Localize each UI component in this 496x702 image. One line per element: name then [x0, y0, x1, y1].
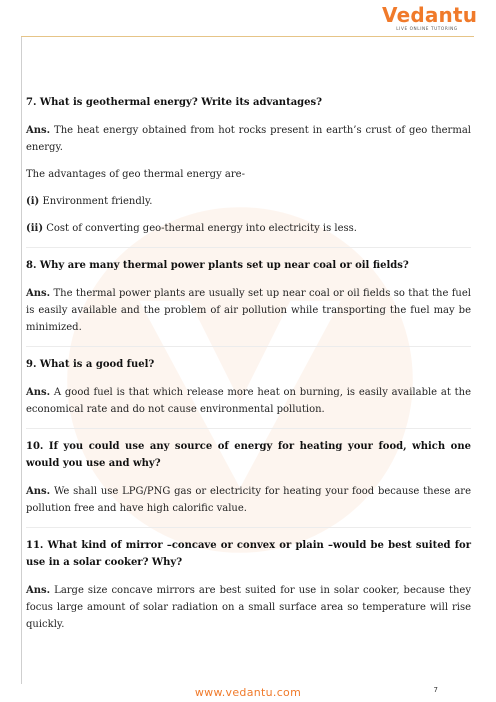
- answer-label: Ans.: [26, 288, 51, 299]
- answer-11: [26, 582, 471, 633]
- answer-text: Large size concave mirrors are best suited for use in solar cooker, because they focus large amount of solar radiation on a small surface area so temperature will rise quickly.: [26, 585, 471, 630]
- answer-7-advantages-intro: [26, 166, 471, 183]
- divider: [26, 527, 471, 528]
- answer-label: Ans.: [26, 387, 51, 398]
- answer-7-point-1: [26, 193, 471, 210]
- answer-7-point-2: [26, 220, 471, 237]
- question-11: 11. What kind of mirror –concave or convex or plain –would be best suited for use in a solar cooker? Why?: [26, 540, 471, 568]
- answer-text: The advantages of geo thermal energy are-: [26, 169, 245, 180]
- page-left-border: [21, 36, 22, 684]
- point-text: Cost of converting geo-thermal energy into electricity is less.: [46, 223, 357, 234]
- answer-text: The thermal power plants are usually set up near coal or oil fields so that the fuel is easily available and the problem of air pollution while transporting the fuel may be minimized.: [26, 288, 471, 333]
- footer-website-link[interactable]: www.vedantu.com: [194, 686, 302, 699]
- question-9: 9. What is a good fuel?: [26, 359, 155, 370]
- answer-label: Ans.: [26, 486, 51, 497]
- answer-text: We shall use LPG/PNG gas or electricity for heating your food because these are pollution free and have high calorific value.: [26, 486, 471, 514]
- point-label: (i): [26, 196, 40, 207]
- answer-7: [26, 122, 471, 156]
- answer-text: The heat energy obtained from hot rocks present in earth’s crust of geo thermal energy.: [26, 125, 471, 153]
- document-content: [26, 94, 471, 643]
- answer-label: Ans.: [26, 125, 51, 136]
- answer-8: [26, 285, 471, 336]
- divider: [26, 428, 471, 429]
- divider: [26, 247, 471, 248]
- question-7: 7. What is geothermal energy? Write its advantages?: [26, 97, 323, 108]
- answer-label: Ans.: [26, 585, 51, 596]
- answer-text: A good fuel is that which release more heat on burning, is easily available at the economical rate and do not cause environmental pollution.: [26, 387, 471, 415]
- vedantu-logo: [382, 3, 478, 31]
- point-label: (ii): [26, 223, 44, 234]
- logo-tagline: LIVE ONLINE TUTORING: [396, 26, 458, 31]
- logo-text: Vedantu: [382, 3, 478, 27]
- question-10: 10. If you could use any source of energy for heating your food, which one would you use and why?: [26, 441, 471, 469]
- divider: [26, 346, 471, 347]
- answer-10: [26, 483, 471, 517]
- page-number: 7: [433, 686, 438, 694]
- point-text: Environment friendly.: [42, 196, 153, 207]
- header-rule: [21, 36, 474, 37]
- question-8: 8. Why are many thermal power plants set up near coal or oil fields?: [26, 260, 409, 271]
- answer-9: [26, 384, 471, 418]
